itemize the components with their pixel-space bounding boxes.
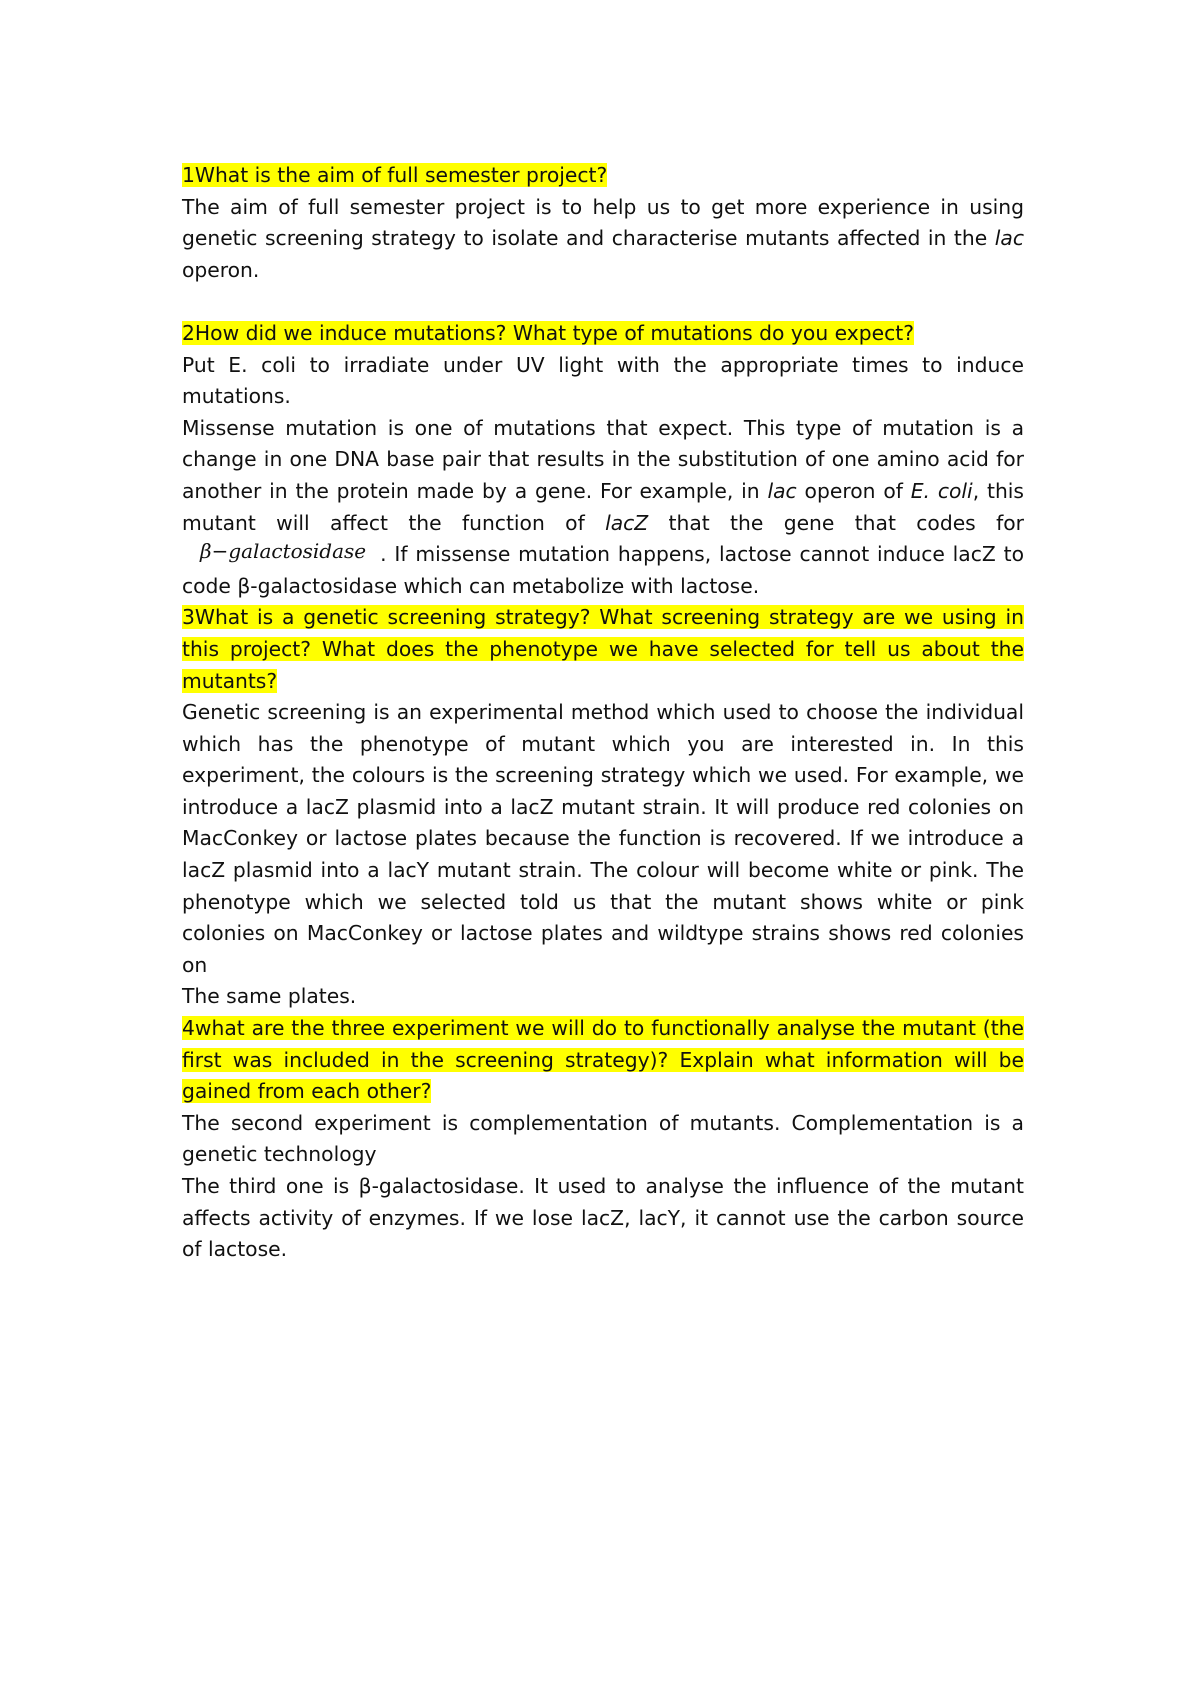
beta-galactosidase-formula: β−galactosidase: [200, 539, 367, 564]
answer-2-paragraph-1: Put E. coli to irradiate under UV light with the appropriate times to induce mutations.: [182, 352, 1024, 409]
question-4: [182, 1013, 1024, 1108]
answer-1: [182, 192, 1024, 287]
answer-1-text-end: operon.: [182, 257, 260, 282]
answer-1-italic-lac: lac: [994, 226, 1024, 251]
answer-2-text-5: . If missense mutation happens, lactose cannot induce lacZ to code β-galactosidase which can metabolize with lactose.: [182, 542, 1024, 598]
answer-4-paragraph-2: The third one is β-galactosidase. It used to analyse the influence of the mutant affects activity of enzymes. If we lose lacZ, lacY, it cannot use the carbon source of lactose.: [182, 1174, 1024, 1262]
question-4-highlight: 4what are the three experiment we will do to functionally analyse the mutant (the first was included in the screening strategy)? Explain what information will be gained from each other?: [182, 1016, 1024, 1104]
answer-1-text: The aim of full semester project is to help us to get more experience in using genetic screening strategy to isolate and characterise mutants affected in the: [182, 194, 1024, 251]
question-1-highlight: 1What is the aim of full semester project?: [182, 163, 608, 187]
question-2: [182, 318, 1024, 350]
answer-4-paragraph-1: The second experiment is complementation of mutants. Complementation is a genetic technology: [182, 1110, 1024, 1167]
question-1: [182, 160, 1024, 192]
answer-2-text-2: operon of: [796, 478, 911, 503]
question-3-highlight: 3What is a genetic screening strategy? What screening strategy are we using in this project? What does the phenotype we have selected for tell us about the mutants?: [182, 605, 1024, 693]
answer-3-paragraph-2: The same plates.: [182, 984, 357, 1009]
answer-3-paragraph-1: Genetic screening is an experimental method which used to choose the individual which has the phenotype of mutant which you are interested in. In this experiment, the colours is the screening strategy which we used. For example, we introduce a lacZ plasmid into a lacZ mutant strain. It will produce red colonies on MacConkey or lactose plates because the function is recovered. If we introduce a lacZ plasmid into a lacY mutant strain. The colour will become white or pink. The phenotype which we selected told us that the mutant shows white or pink colonies on MacConkey or lactose plates and wildtype strains shows red colonies on: [182, 700, 1024, 977]
answer-2-text-1: Missense mutation is one of mutations that expect. This type of mutation is a change in one DNA base pair that results in the substitution of one amino acid for another in the protein made by a gene. For example, in: [182, 415, 1024, 503]
answer-2-text-3: , this mutant will affect the function of: [182, 478, 1024, 535]
answer-2-text-4: that the gene that codes for: [648, 510, 1024, 535]
question-3: [182, 602, 1024, 697]
answer-2-paragraph-2: [182, 413, 1024, 603]
question-2-highlight: 2How did we induce mutations? What type of mutations do you expect?: [182, 320, 914, 345]
answer-2-italic-lacz: lacZ: [605, 510, 649, 535]
paragraph-gap: [182, 286, 1024, 318]
answer-2-italic-lac: lac: [767, 478, 797, 503]
document-page: [182, 160, 1024, 1266]
answer-2-italic-ecoli: E. coli: [910, 478, 973, 503]
